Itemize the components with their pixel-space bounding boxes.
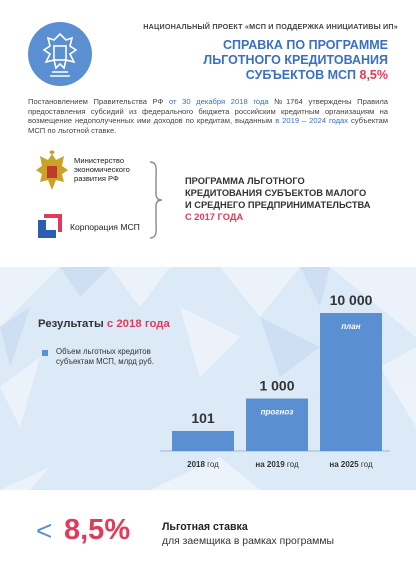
- title-line-1: СПРАВКА ПО ПРОГРАММЕ: [222, 38, 388, 52]
- page-title: [160, 38, 388, 83]
- bar-chart: [0, 267, 416, 490]
- title-line-3: [160, 68, 388, 83]
- intro-part-1: Постановлением Правительства РФ: [28, 97, 169, 106]
- program-since: С 2017 ГОДА: [185, 212, 244, 222]
- results-title-text: Результаты: [38, 318, 107, 330]
- crest-icon: [28, 22, 92, 86]
- bar-2: [246, 399, 308, 451]
- program-title: [185, 175, 385, 223]
- corporation-name: Корпорация МСП: [70, 222, 140, 232]
- title-line-2: ЛЬГОТНОГО КРЕДИТОВАНИЯ: [203, 53, 388, 67]
- bar-3: [320, 313, 382, 451]
- category-label-2: на 2019 год: [255, 460, 299, 469]
- program-line-2: КРЕДИТОВАНИЯ СУБЪЕКТОВ МАЛОГО: [185, 188, 367, 198]
- rate-label: Льготная ставка: [162, 521, 248, 533]
- national-project-logo: [28, 22, 92, 86]
- rate-description: для заемщика в рамках программы: [162, 536, 334, 547]
- rate-value: 8,5%: [64, 514, 131, 546]
- program-line-1: ПРОГРАММА ЛЬГОТНОГО: [185, 176, 305, 186]
- brace-divider: [148, 160, 168, 240]
- legend-label: Объем льготных кредитов субъектам МСП, млрд руб.: [56, 347, 154, 366]
- bar-note-3: план: [341, 322, 361, 331]
- intro-part-3: субъектам МСП по льготной ставке.: [28, 116, 388, 135]
- value-label-1: 101: [191, 409, 215, 426]
- value-label-2: 1 000: [259, 377, 295, 394]
- ministry-name: Министерство экономического развития РФ: [74, 156, 130, 183]
- category-label-1: 2018 год: [187, 460, 219, 469]
- intro-paragraph: [28, 97, 388, 135]
- project-caption: НАЦИОНАЛЬНЫЙ ПРОЕКТ «МСП И ПОДДЕРЖКА ИНИЦИАТИВЫ ИП»: [143, 22, 398, 31]
- double-eagle-icon: [34, 150, 70, 194]
- title-line-3-text: СУБЪЕКТОВ МСП: [245, 68, 357, 82]
- intro-years: в 2019 – 2024 годах: [275, 116, 349, 126]
- results-title-accent: с 2018 года: [106, 318, 170, 330]
- results-chart-panel: [0, 267, 416, 490]
- title-rate: 8,5%: [359, 68, 388, 82]
- value-label-3: 10 000: [329, 292, 373, 308]
- intro-part-2: №1764 утверждены Правила предоставления субсидий из федерального бюджета российским кредитным организациям на возмещение недополученных ими доходов по кредитам, выданным: [28, 97, 388, 126]
- less-than-sign: <: [36, 515, 53, 546]
- category-label-3: на 2025 год: [329, 460, 373, 469]
- bar-note-2: прогноз: [260, 407, 294, 417]
- program-line-3: И СРЕДНЕГО ПРЕДПРИНИМАТЕЛЬСТВА: [185, 200, 371, 210]
- bar-1: [172, 431, 234, 451]
- corporation-logo-icon: [36, 212, 64, 240]
- intro-date: от 30 декабря 2018 года: [168, 97, 269, 106]
